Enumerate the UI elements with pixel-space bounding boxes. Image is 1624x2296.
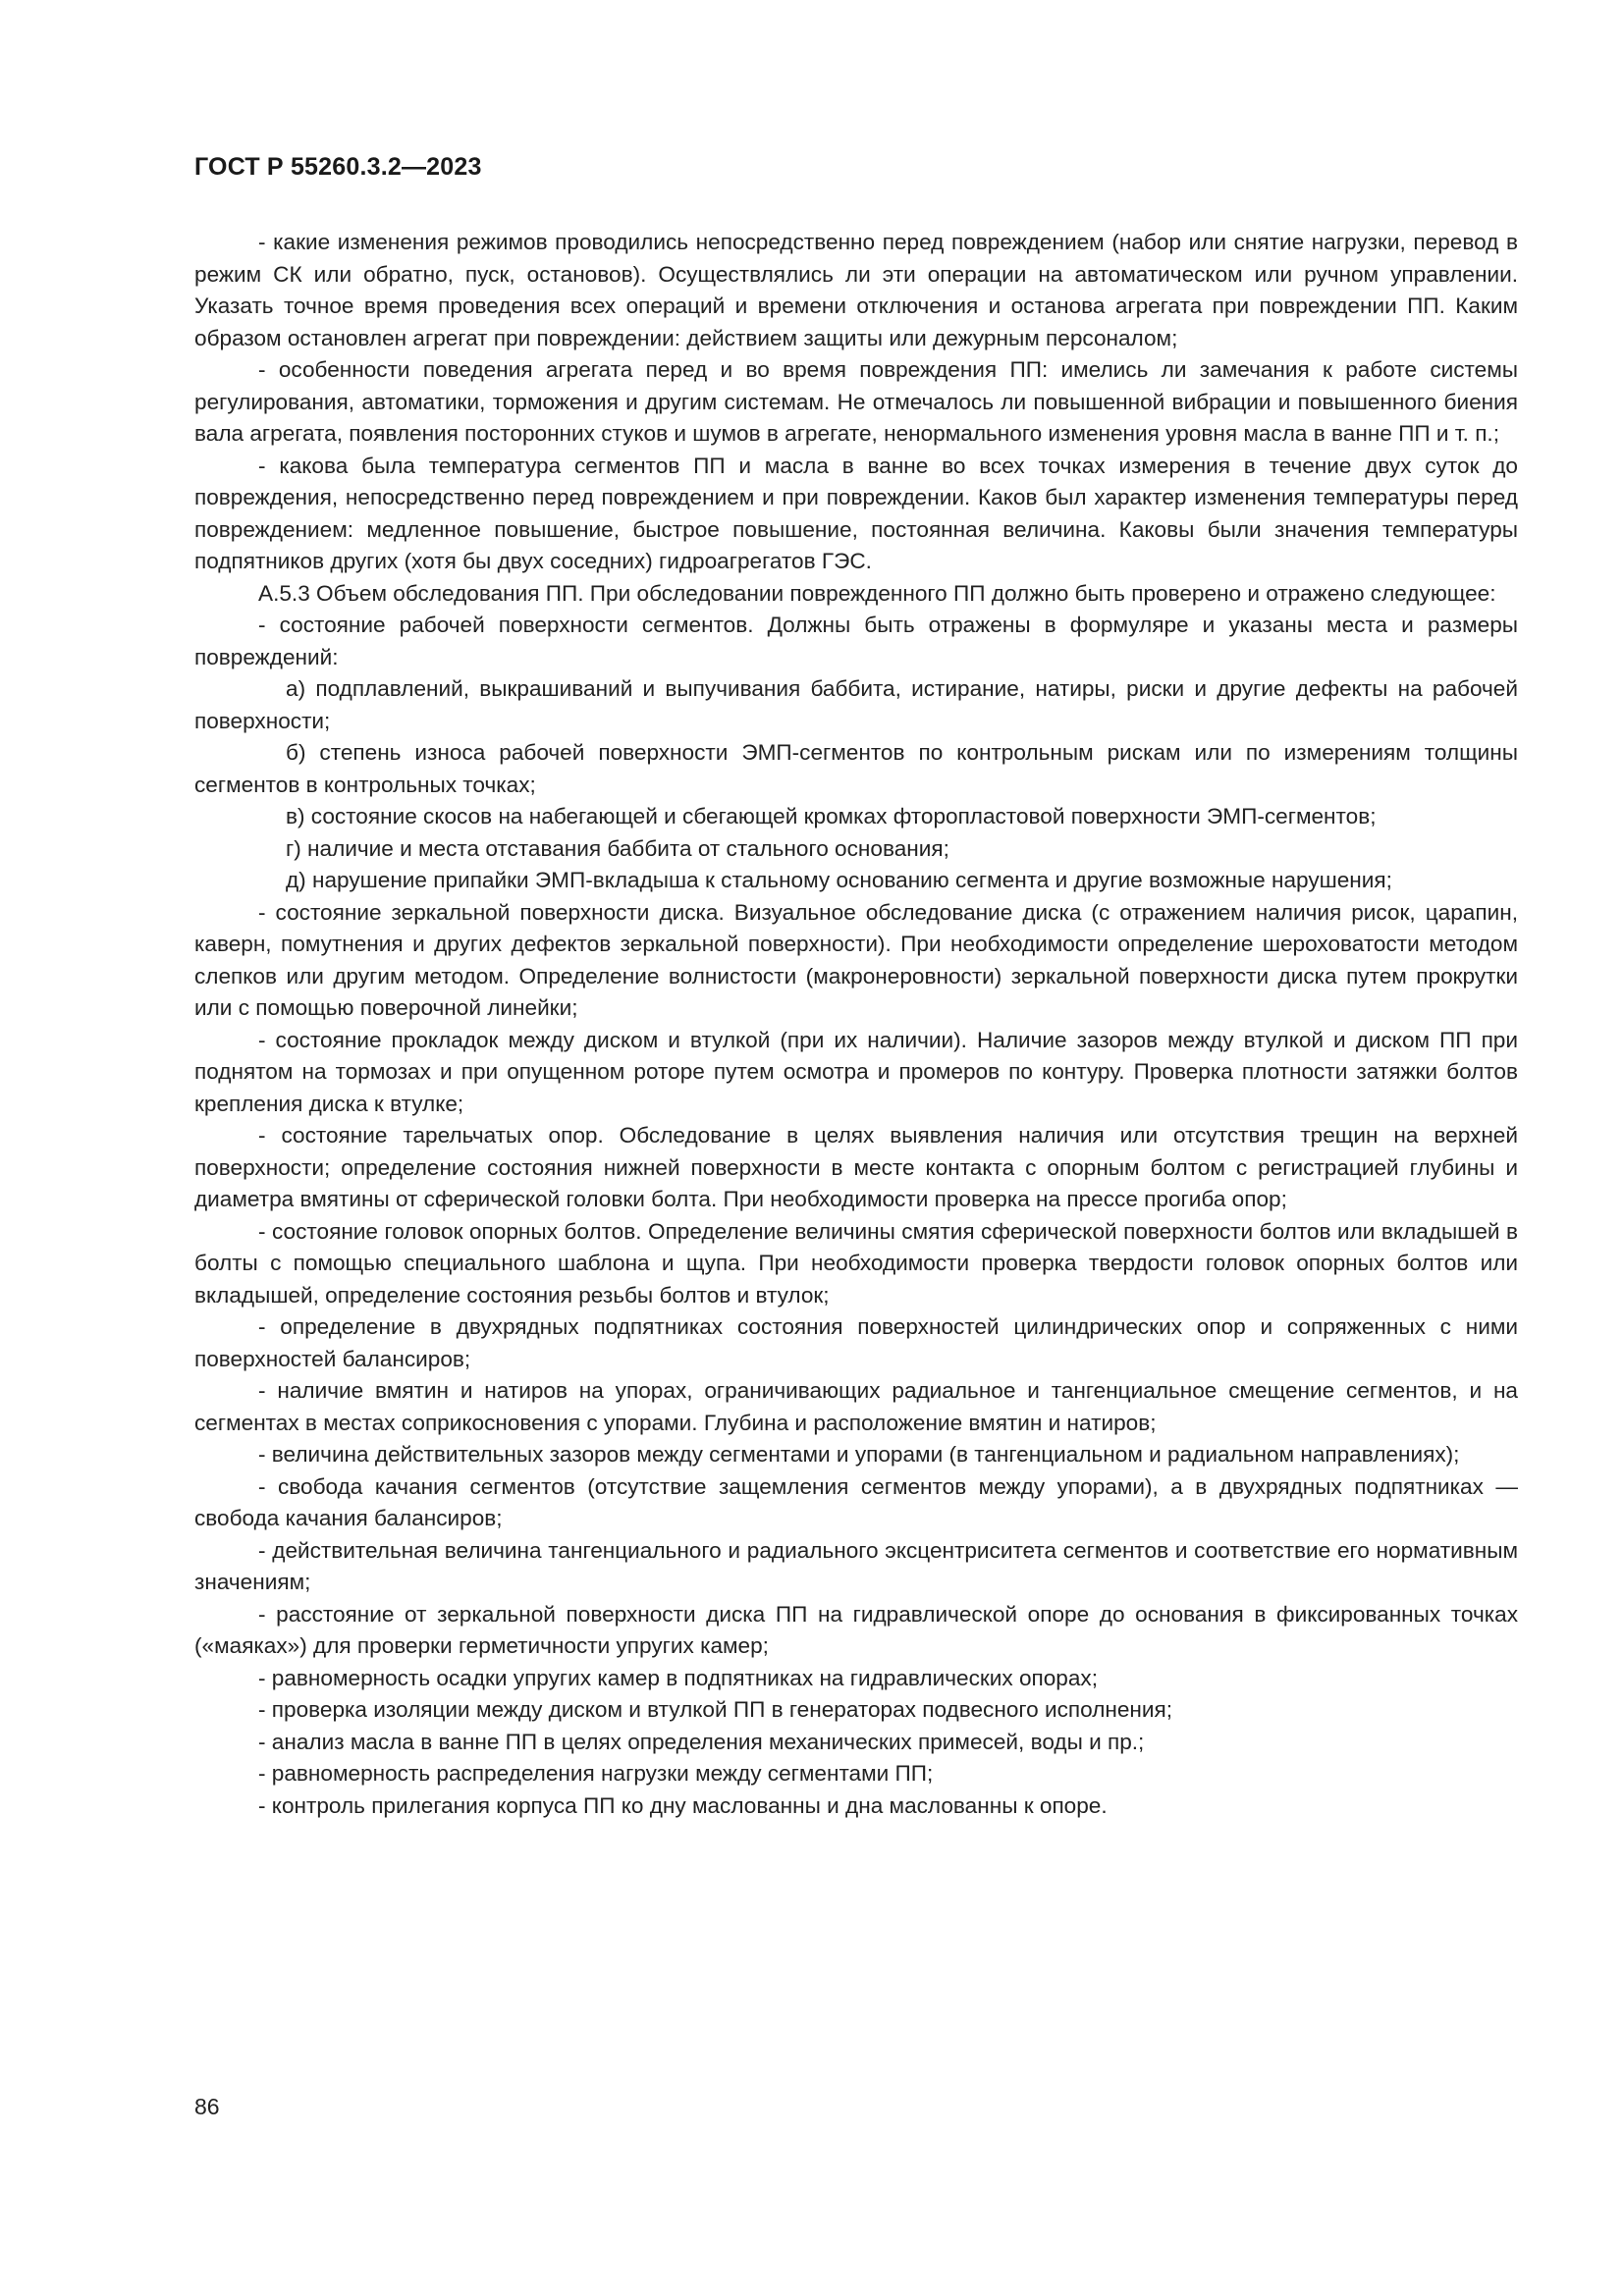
list-subitem: а) подплавлений, выкрашиваний и выпучивания баббита, истирание, натиры, риски и другие дефекты на рабочей поверхности; [194,676,1518,733]
paragraph: - анализ масла в ванне ПП в целях определения механических примесей, воды и пр.; [258,1729,1145,1754]
paragraph: - состояние тарельчатых опор. Обследование в целях выявления наличия или отсутствия трещин на верхней поверхности; определение состояния нижней поверхности в месте контакта с опорным болтом с регистрацией глубины и диаметра вмятины от сферической головки болта. При необходимости проверка на прессе прогиба опор; [194,1123,1518,1211]
paragraph: - величина действительных зазоров между сегментами и упорами (в тангенциальном и радиальном направлениях); [258,1442,1460,1467]
list-subitem: в) состояние скосов на набегающей и сбегающей кромках фторопластовой поверхности ЭМП-сегментов; [286,804,1377,828]
list-subitem: г) наличие и места отставания баббита от стального основания; [286,835,949,861]
paragraph: - равномерность осадки упругих камер в подпятниках на гидравлических опорах; [258,1665,1099,1690]
paragraph: - равномерность распределения нагрузки между сегментами ПП; [258,1761,934,1786]
paragraph: - особенности поведения агрегата перед и во время повреждения ПП: имелись ли замечания к работе системы регулирования, автоматики, торможения и другим системам. Не отмечалось ли повышенной вибрации и повышенного биения вала агрегата, появления посторонних стуков и шумов в агрегате, ненормального изменения уровня масла в ванне ПП и т. п.; [194,357,1518,446]
paragraph: - наличие вмятин и натиров на упорах, ограничивающих радиальное и тангенциальное смещение сегментов, и на сегментах в местах соприкосновения с упорами. Глубина и расположение вмятин и натиров; [194,1378,1518,1435]
paragraph: - какие изменения режимов проводились непосредственно перед повреждением (набор или снятие нагрузки, перевод в режим СК или обратно, пуск, остановов). Осуществлялись ли эти операции на автоматическом или ручном управлении. Указать точное время проведения всех операций и времени отключения и останова агрегата при повреждении ПП. Каким образом остановлен агрегат при повреждении: действием защиты или дежурным персоналом; [194,230,1518,350]
paragraph: - состояние головок опорных болтов. Определение величины смятия сферической поверхности болтов или вкладышей в болты с помощью специального шаблона и щупа. При необходимости проверка твердости головок опорных болтов или вкладышей, определение состояния резьбы болтов и втулок; [194,1218,1518,1308]
paragraph: - определение в двухрядных подпятниках состояния поверхностей цилиндрических опор и сопряженных с ними поверхностей балансиров; [194,1314,1518,1371]
paragraph: - какова была температура сегментов ПП и масла в ванне во всех точках измерения в течение двух суток до повреждения, непосредственно перед повреждением и при повреждении. Каков был характер изменения температуры перед повреждением: медленное повышение, быстрое повышение, постоянная величина. Каковы были значения температуры подпятников других (хотя бы двух соседних) гидроагрегатов ГЭС. [194,453,1518,573]
paragraph: - расстояние от зеркальной поверхности диска ПП на гидравлической опоре до основания в фиксированных точках («маяках») для проверки герметичности упругих камер; [194,1601,1518,1658]
document-body [194,227,1518,1822]
paragraph: - контроль прилегания корпуса ПП ко дну маслованны и дна маслованны к опоре. [258,1792,1108,1818]
paragraph: - действительная величина тангенциального и радиального эксцентриситета сегментов и соответствие его нормативным значениям; [194,1537,1518,1594]
paragraph: - состояние зеркальной поверхности диска. Визуальное обследование диска (с отражением наличия рисок, царапин, каверн, помутнения и других дефектов зеркальной поверхности). При необходимости определение шероховатости методом слепков или другим методом. Определение волнистости (макронеровности) зеркальной поверхности диска путем прокрутки или с помощью поверочной линейки; [194,899,1518,1020]
page-number: 86 [194,2094,220,2119]
list-subitem: д) нарушение припайки ЭМП-вкладыша к стальному основанию сегмента и другие возможные нарушения; [286,868,1392,892]
paragraph: - состояние рабочей поверхности сегментов. Должны быть отражены в формуляре и указаны места и размеры повреждений: [194,613,1518,669]
list-subitem: б) степень износа рабочей поверхности ЭМП-сегментов по контрольным рискам или по измерениям толщины сегментов в контрольных точках; [194,740,1518,797]
paragraph: - проверка изоляции между диском и втулкой ПП в генераторах подвесного исполнения; [258,1697,1173,1722]
paragraph: А.5.3 Объем обследования ПП. При обследовании поврежденного ПП должно быть проверено и отражено следующее: [258,580,1496,606]
document-header: ГОСТ Р 55260.3.2—2023 [194,153,482,181]
paragraph: - состояние прокладок между диском и втулкой (при их наличии). Наличие зазоров между втулкой и диском ПП при поднятом на тормозах и при опущенном роторе путем осмотра и промеров по контуру. Проверка плотности затяжки болтов крепления диска к втулке; [194,1027,1518,1116]
paragraph: - свобода качания сегментов (отсутствие защемления сегментов между упорами), а в двухрядных подпятниках — свобода качания балансиров; [194,1473,1518,1530]
